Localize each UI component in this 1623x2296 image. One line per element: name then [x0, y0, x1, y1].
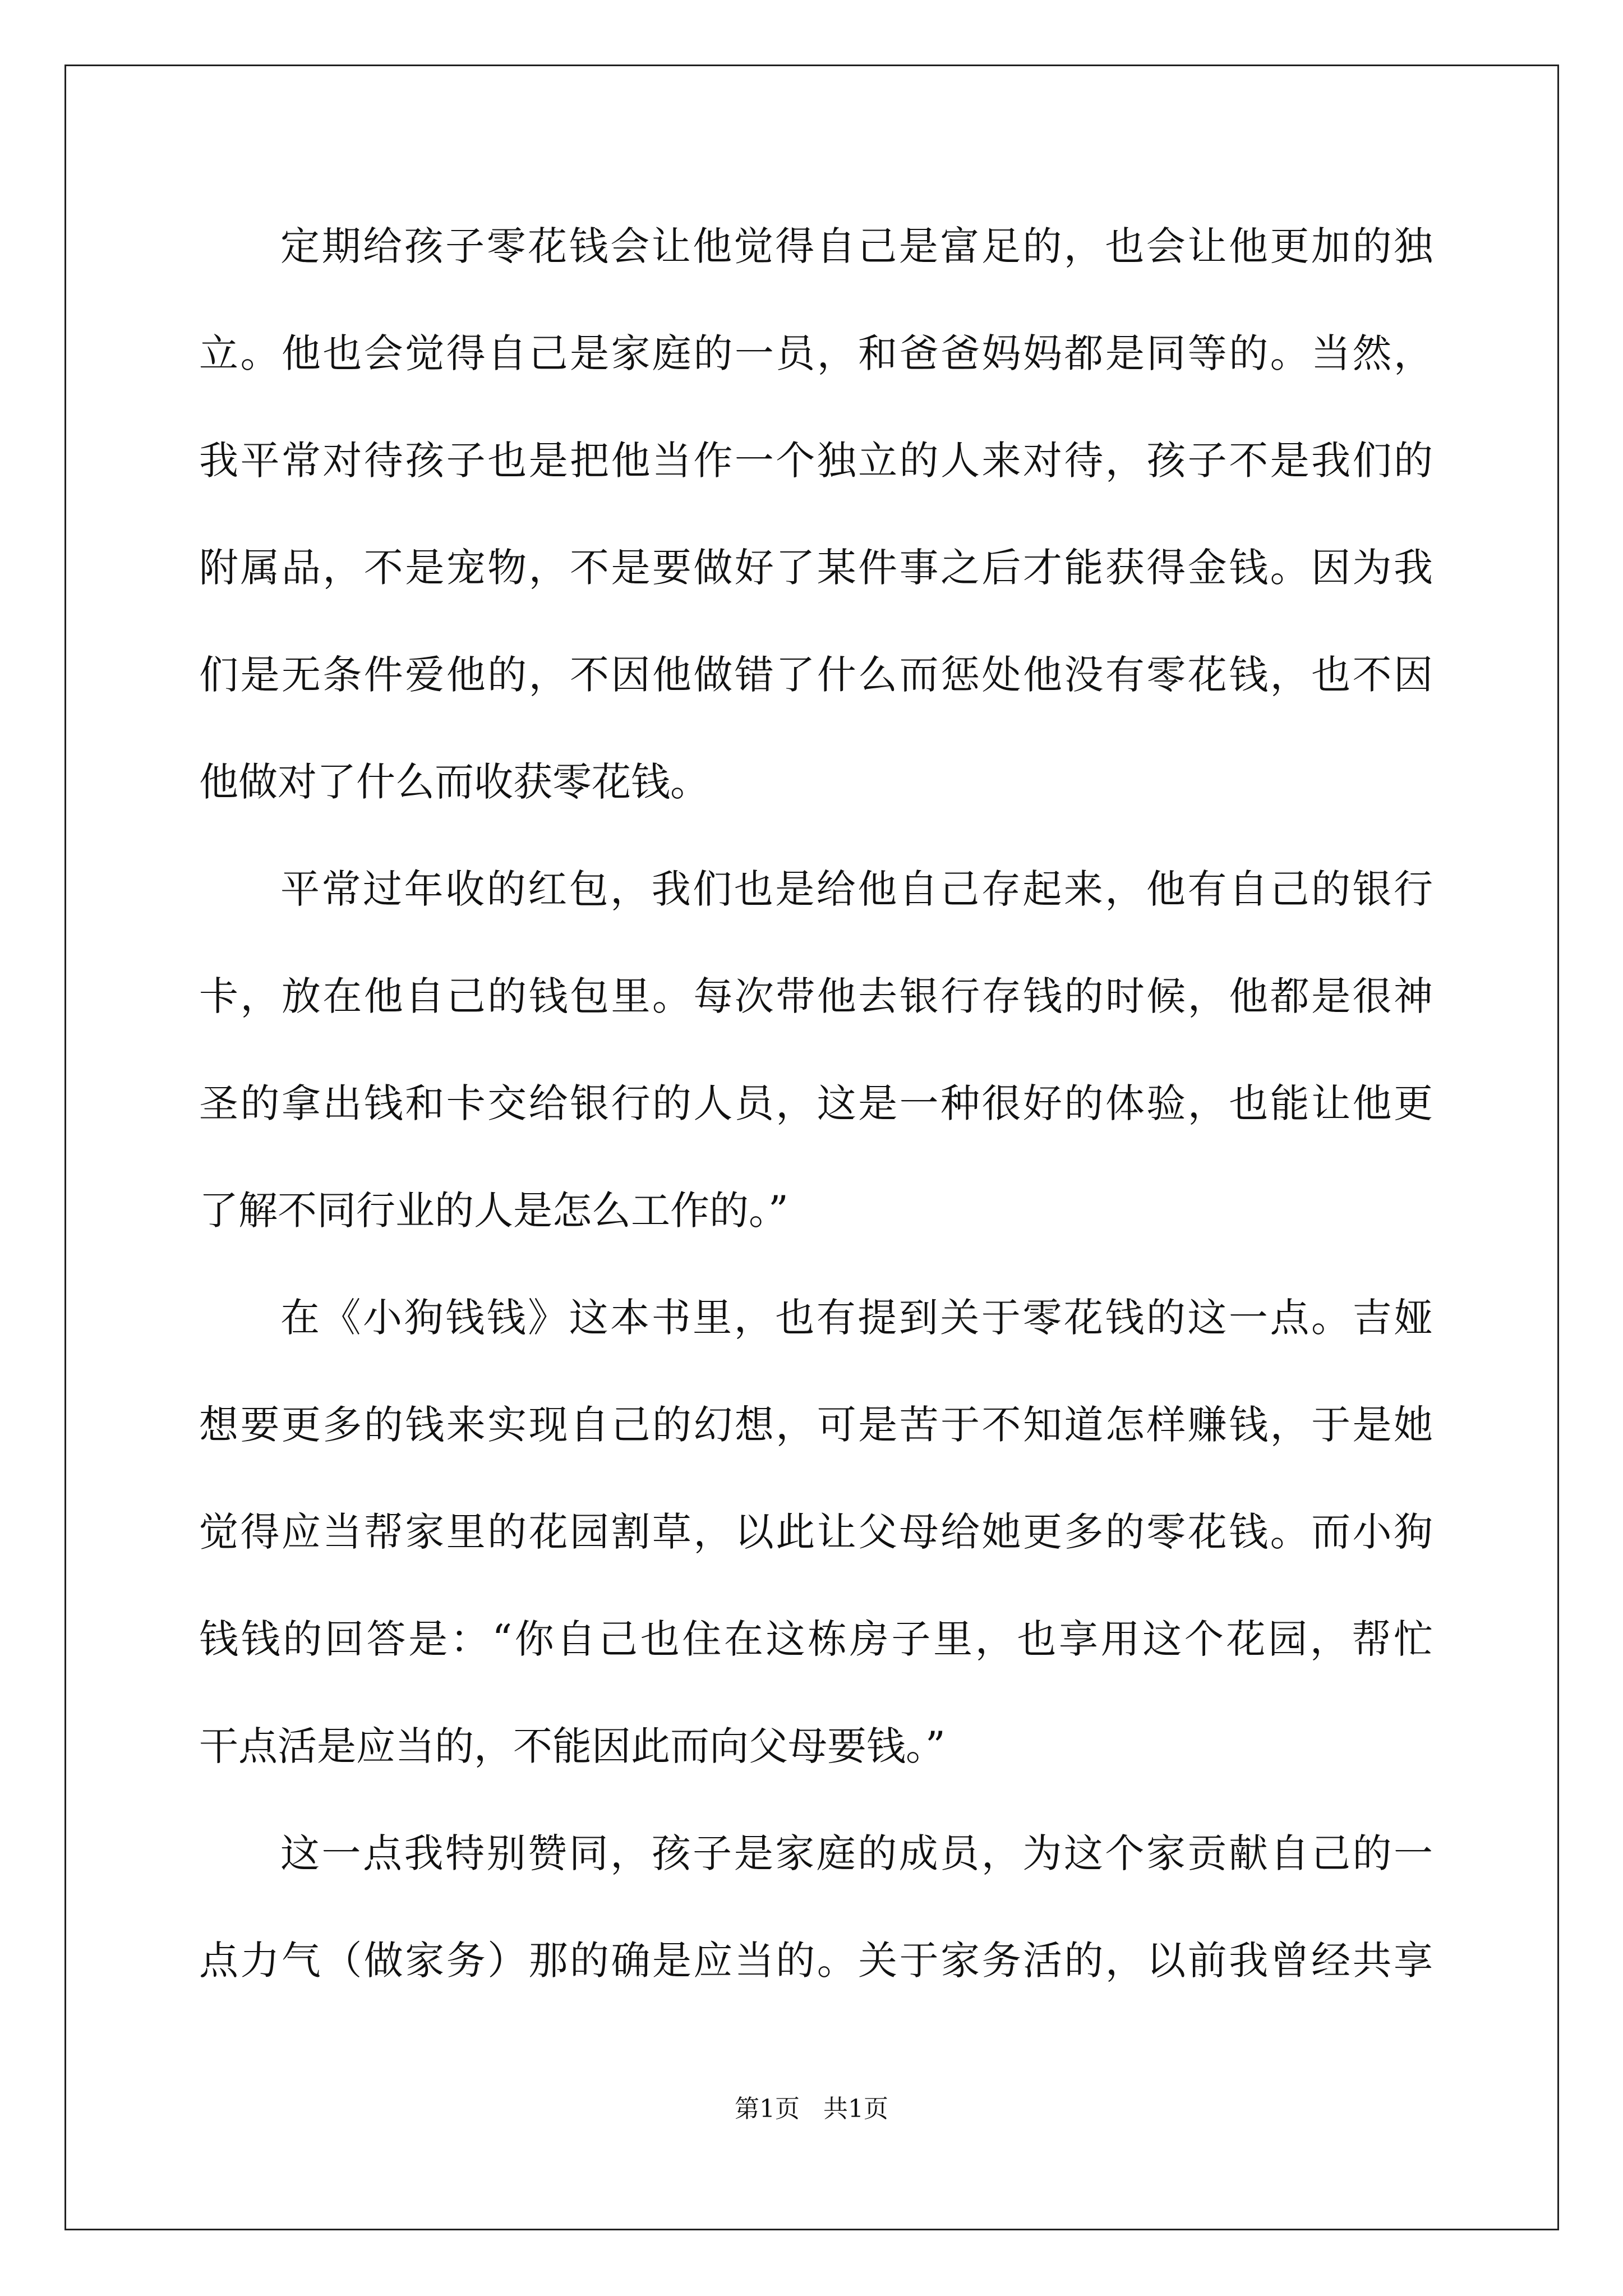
paragraph-3-line-5: 干点活是应当的，不能因此而向父母要钱。”: [199, 1723, 946, 1769]
paragraph-4-line-1: 这一点我特别赞同，孩子是家庭的成员，为这个家贡献自己的一: [280, 1830, 1433, 1876]
paragraph-1-line-2: 立。他也会觉得自己是家庭的一员，和爸爸妈妈都是同等的。当然，: [199, 330, 1433, 376]
paragraph-1-line-6: 他做对了什么而收获零花钱。: [199, 759, 709, 805]
paragraph-1-line-5: 们是无条件爱他的，不因他做错了什么而惩处他没有零花钱，也不因: [199, 652, 1433, 698]
page-number-footer: 第1页 共1页: [735, 2095, 888, 2123]
paragraph-1-line-1: 定期给孩子零花钱会让他觉得自己是富足的，也会让他更加的独: [280, 223, 1433, 269]
paragraph-3-line-1: 在《小狗钱钱》这本书里，也有提到关于零花钱的这一点。吉娅: [280, 1295, 1433, 1341]
paragraph-2-line-3: 圣的拿出钱和卡交给银行的人员，这是一种很好的体验，也能让他更: [199, 1080, 1433, 1126]
paragraph-2-line-4: 了解不同行业的人是怎么工作的。”: [199, 1188, 789, 1234]
paragraph-1-line-4: 附属品，不是宠物，不是要做好了某件事之后才能获得金钱。因为我: [199, 545, 1433, 591]
paragraph-2-line-2: 卡，放在他自己的钱包里。每次带他去银行存钱的时候，他都是很神: [199, 973, 1433, 1019]
paragraph-4-line-2: 点力气（做家务）那的确是应当的。关于家务活的，以前我曾经共享: [199, 1938, 1433, 1984]
paragraph-1-line-3: 我平常对待孩子也是把他当作一个独立的人来对待，孩子不是我们的: [199, 438, 1433, 484]
paragraph-2-line-1: 平常过年收的红包，我们也是给他自己存起来，他有自己的银行: [280, 866, 1433, 912]
paragraph-3-line-4: 钱钱的回答是：“你自己也住在这栋房子里，也享用这个花园，帮忙: [199, 1616, 1433, 1662]
paragraph-3-line-2: 想要更多的钱来实现自己的幻想，可是苦于不知道怎样赚钱，于是她: [199, 1402, 1433, 1448]
page-border: [64, 65, 1559, 2230]
paragraph-3-line-3: 觉得应当帮家里的花园割草，以此让父母给她更多的零花钱。而小狗: [199, 1509, 1433, 1555]
